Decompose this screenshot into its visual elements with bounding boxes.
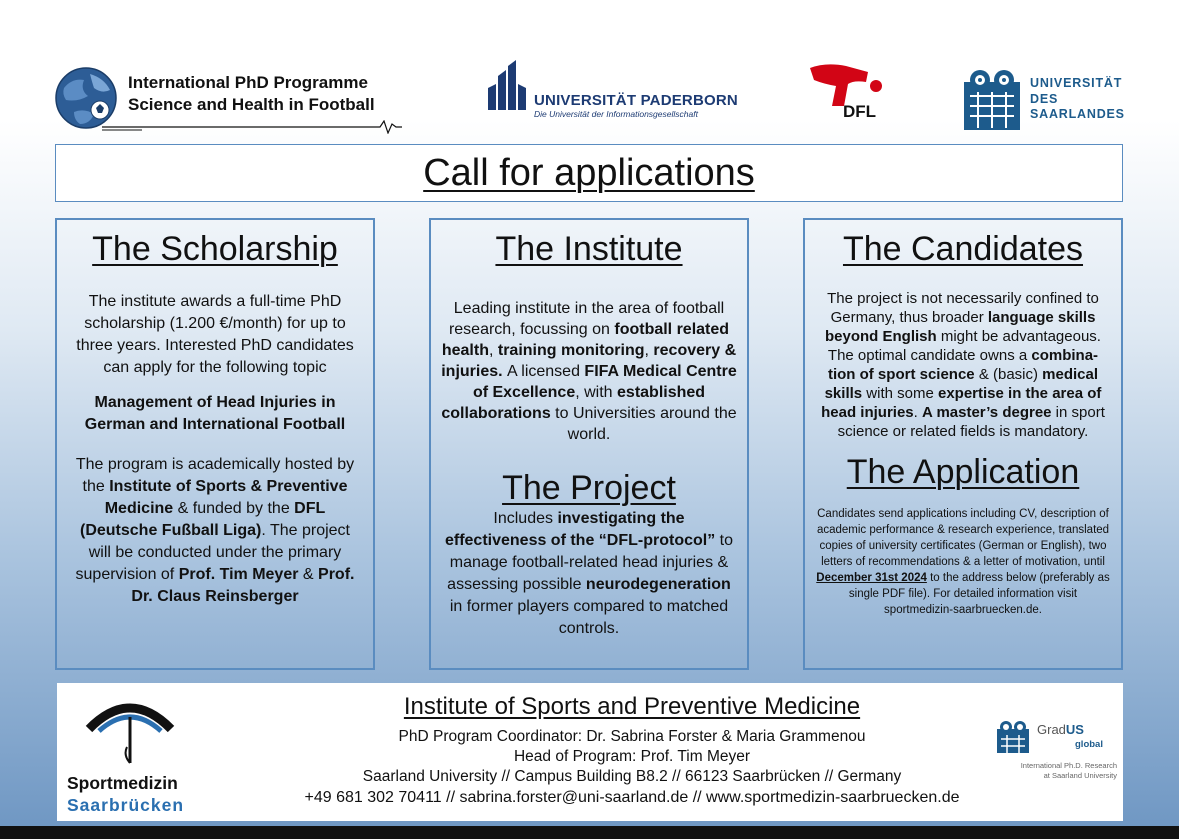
footer-address: Saarland University // Campus Building B8.2 // 66123 Saarbrücken // Germany [362,768,902,785]
footer-contact: +49 681 302 70411 // sabrina.forster@uni-saarland.de // www.sportmedizin-saarbruecken.de [304,789,960,806]
application-text: Candidates send applications including CV, description of academic performance & research experience, translated copies of university certificates (German or English), two letters of recommendations & a letter of motivation, until December 31st 2024 to the address below (preferably as single PDF file). For detailed information visit sportmedizin-saarbruecken.de. [816,508,1110,616]
uds-line2: DES [1030,91,1059,106]
footer-head: Head of Program: Prof. Tim Meyer [513,748,751,765]
institute-heading: The Institute [495,230,683,268]
upb-name: UNIVERSITÄT PADERBORN [534,92,738,109]
sm-logo-line1: Sportmedizin [67,773,178,793]
scholarship-topic: Management of Head Injuries in German and International Football [84,394,346,433]
gradus-subtitle: International Ph.D. Research at Saarland University [1020,761,1117,780]
gradus-logo [995,719,1120,789]
footer-institute-name: Institute of Sports and Preventive Medicine [403,693,861,720]
intl-logo-line1: International PhD Programme [128,73,368,92]
page-title: Call for applications [423,151,755,194]
uni-paderborn-logo [488,58,738,124]
gradus-global: global [1075,739,1103,750]
scholarship-panel [55,218,375,670]
uds-line3: SAARLANDES [1030,107,1125,121]
dfl-logo [806,62,886,124]
candidates-panel [803,218,1123,670]
dfl-text: DFL [843,102,877,121]
sm-logo-line2: Saarbrücken [67,795,185,815]
institute-text: Leading institute in the area of football research, focussing on football related health, training monitoring, recovery & injuries. A licensed FIFA Medical Centre of Excellence, with established collaborations to Universities around the world. [441,300,737,443]
project-heading: The Project [502,469,676,507]
footer-panel [57,683,1123,821]
footer-contact-block [252,693,1012,809]
scholarship-hosting-text: The program is academically hosted by the Institute of Sports & Preventive Medicine & funded by the DFL (Deutsche Fußball Liga). The project will be conducted under the primary supervision of Prof. Tim Meyer & Prof. Dr. Claus Reinsberger [75,456,355,605]
scholarship-text: The institute awards a full-time PhD scholarship (1.200 €/month) for up to three years. Interested PhD candidates can apply for the following topic [76,293,354,376]
sportmedizin-arc-icon [85,695,175,767]
scholarship-heading: The Scholarship [92,230,338,268]
intl-phd-logo [54,64,404,134]
application-heading: The Application [846,453,1080,491]
project-text: Includes investigating the effectiveness of the “DFL-protocol” to manage football-related head injuries & assessing possible neurodegeneration in former players compared to matched controls. [444,510,734,637]
gradus-name: GradUS [1037,722,1084,737]
title-banner [55,144,1123,202]
candidates-heading: The Candidates [842,230,1084,268]
deadline: December 31st 2024 [816,572,927,584]
candidates-text: The project is not necessarily confined to Germany, thus broader language skills beyond English might be advantageous. The optimal candidate owns a combina-tion of sport science & (basic) medical skills with some expertise in the area of head injuries. A master’s degree in sport science or related fields is mandatory. [821,290,1105,440]
intl-logo-line2: Science and Health in Football [128,95,375,114]
paderborn-mark-icon [488,58,528,110]
heartbeat-line-icon [102,120,402,134]
gradus-owl-icon [995,719,1031,755]
upb-tagline: Die Universität der Informationsgesellschaft [534,109,698,119]
footer-coordinator: PhD Program Coordinator: Dr. Sabrina Forster & Maria Grammenou [398,728,866,745]
sportmedizin-logo [67,693,207,813]
bottom-bar [0,826,1179,839]
institute-panel [429,218,749,670]
uni-saarland-logo [962,68,1142,134]
uds-line1: UNIVERSITÄT [1030,76,1123,90]
dfl-player-icon [806,62,886,106]
owl-icon [962,68,1022,132]
